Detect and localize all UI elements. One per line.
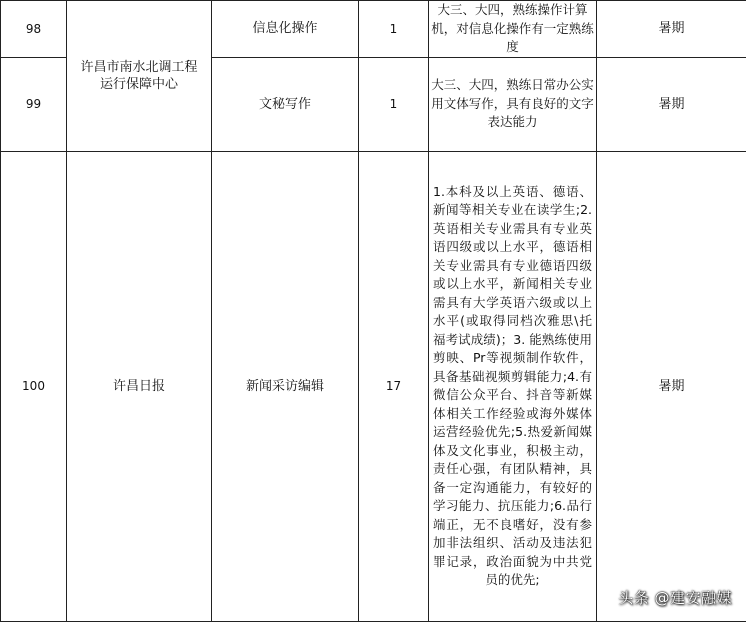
period-text: 暑期 bbox=[597, 151, 746, 621]
row-index: 100 bbox=[1, 151, 67, 621]
unit-name: 许昌市南水北调工程运行保障中心 bbox=[67, 1, 212, 152]
row-index: 98 bbox=[1, 1, 67, 58]
table-row bbox=[1, 151, 746, 621]
requirement-text: 大三、大四，熟练操作计算机，对信息化操作有一定熟练度 bbox=[429, 1, 597, 58]
watermark: 头条 @建安融媒 bbox=[618, 589, 732, 607]
position-name: 信息化操作 bbox=[212, 1, 359, 58]
position-count: 1 bbox=[359, 1, 429, 58]
requirement-text: 1.本科及以上英语、德语、新闻等相关专业在读学生;2.英语相关专业需具有专业英语四级或以上水平，德语相关专业需具有专业德语四级或以上水平，新闻相关专业需具有大学英语六级或以上水平(或取得同档次雅思\托福考试成绩)；3. 能熟练使用剪映、Pr等视频制作软件，具备基础视频剪辑能力;4.有微信公众平台、抖音等新媒体相关工作经验或海外媒体运营经验优先;5.热爱新闻媒体及文化事业，积极主动，责任心强，有团队精神，具备一定沟通能力，有较好的学习能力、抗压能力;6.品行端正，无不良嗜好，没有参加非法组织、活动及违法犯罪记录，政治面貌为中共党员的优先; bbox=[429, 151, 597, 621]
position-count: 17 bbox=[359, 151, 429, 621]
position-count: 1 bbox=[359, 57, 429, 151]
row-index: 99 bbox=[1, 57, 67, 151]
period-text: 暑期 bbox=[597, 1, 746, 58]
position-name: 新闻采访编辑 bbox=[212, 151, 359, 621]
table-row bbox=[1, 1, 746, 58]
period-text: 暑期 bbox=[597, 57, 746, 151]
position-name: 文秘写作 bbox=[212, 57, 359, 151]
unit-name: 许昌日报 bbox=[67, 151, 212, 621]
requirement-text: 大三、大四，熟练日常办公实用文体写作，具有良好的文字表达能力 bbox=[429, 57, 597, 151]
